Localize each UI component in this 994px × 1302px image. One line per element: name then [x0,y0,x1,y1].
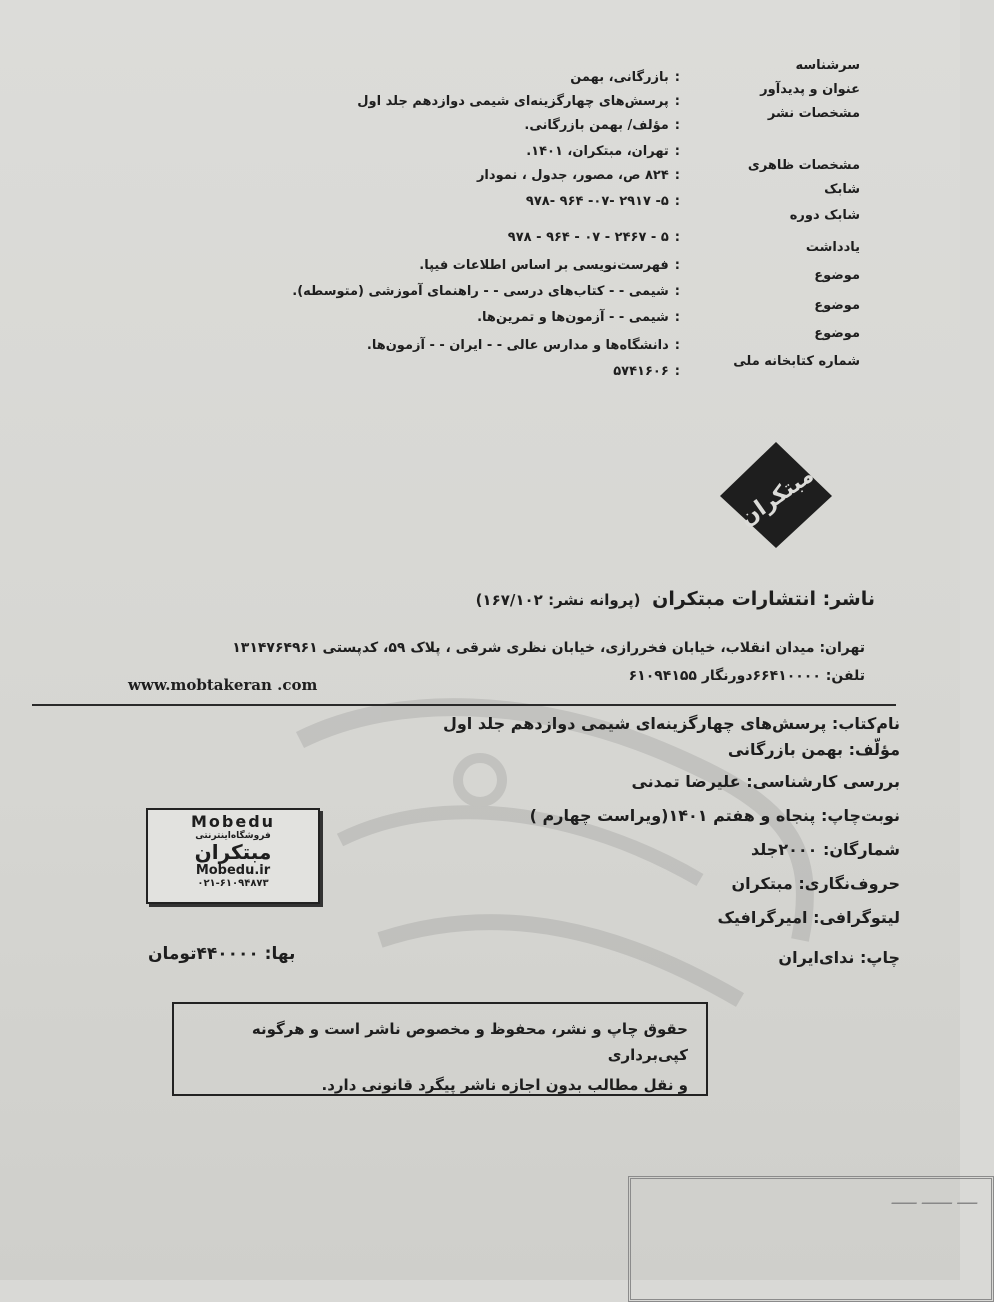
store-phone: ۰۲۱-۶۱۰۹۴۸۷۳ [197,878,269,889]
copyright-notice [172,1002,708,1096]
store-box [146,808,320,904]
cip-value: بازرگانی، بهمن [570,70,669,85]
divider [32,704,896,706]
publisher-line [95,588,875,610]
cip-label: یادداشت [805,240,860,255]
cip-value: فهرست‌نویسی بر اساس اطلاعات فیپا. [419,258,669,273]
book-lithography: لیتوگرافی: امیرگرافیک [717,908,900,927]
cip-value: دانشگاه‌ها و مدارس عالی - - ایران - - آزمون‌ها. [366,338,669,353]
book-printer: چاپ: ندای‌ایران [778,948,900,967]
book-author: مؤلّف: بهمن بازرگانی [727,740,900,759]
library-stamp: ــــ ــــــ ـــــ [628,1176,994,1302]
copyright-line-1: حقوق چاپ و نشر، محفوظ و مخصوص ناشر است و هرگونه کپی‌برداری [251,1020,688,1064]
publisher-address: تهران: میدان انقلاب، خیابان فخررازی، خیابان نظری شرقی ، پلاک ۵۹، کدپستی ۱۳۱۴۷۶۴۹۶۱ [232,640,865,656]
book-edition: نوبت‌چاپ: پنجاه و هفتم ۱۴۰۱(ویراست چهارم ) [529,806,900,825]
store-website: Mobedu.ir [195,863,271,878]
cip-label: موضوع [814,326,860,341]
cip-label: عنوان و پدیدآور [760,82,860,97]
calligraphy-watermark [280,680,840,1040]
cip-label: مشخصات ظاهری [747,158,860,173]
copyright-page: سرشناسه عنوان و پدیدآور مشخصات نشر مشخصات ظاهری شابک شابک دوره یادداشت موضوع موضوع موضوع شماره کتابخانه ملی :بازرگانی، بهمن :پرسش‌های چهارگزینه‌ای شیمی دوازدهم جلد اول :مؤلف/ بهمن بازرگانی. :تهران، مبتکران، ۱۴۰۱. :۸۲۴ ص، مصور، جدول ، نمودار :۵- ۲۹۱۷ -۰۷- ۹۶۴ -۹۷۸ :۵ - ۲۴۶۷ - ۰۷ - ۹۶۴ - ۹۷۸ :فهرست‌نویسی بر اساس اطلاعات فیپا. :شیمی - - کتاب‌های درسی - - راهنمای آموزشی (متوسطه). :شیمی - - آزمون‌ها و تمرین‌ها. :دانشگاه‌ها و مدارس عالی - - ایران - - آزمون‌ها. :۵۷۴۱۶۰۶ مبتکران ناشر: انتشارات مبتکران (پروانه نشر: ۱۶۷/۱۰۲) تهران: میدان انقلاب، خیابان فخررازی، خیابان نظری شرقی ، پلاک ۵۹، کدپستی ۱۳۱۴۷۶۴۹۶۱ تلفن: ۶۶۴۱۰۰۰۰دورنگار ۶۱۰۹۴۱۵۵ www.mobtakeran .com نام‌کتاب: پرسش‌های چهارگزینه‌ای شیمی دوازدهم جلد اول مؤلّف: بهمن بازرگانی بررسی کارشناسی: علیرضا تمدنی نوبت‌چاپ: پنجاه و هفتم ۱۴۰۱(ویراست چهارم ) شمارگان: ۲۰۰۰جلد حروف‌نگاری: مبتکران لیتوگرافی: امیرگرافیک چاپ: ندای‌ایران Mobedu فروشگاه‌اینترنتی مبتکران Mobedu.ir ۰۲۱-۶۱۰۹۴۸۷۳ بها: ۴۴۰۰۰۰تومان حقوق چاپ و نشر، محفوظ و مخصوص ناشر است و هرگونه کپی‌برداری و نقل مطالب بدون اجازه ناشر پیگرد قانونی دارد. ــــ ــــــ ـــــ [0,0,960,1280]
price: بها: ۴۴۰۰۰۰تومان [148,944,296,964]
cip-label: شماره کتابخانه ملی [733,354,860,369]
book-reviewer: بررسی کارشناسی: علیرضا تمدنی [631,772,900,791]
publisher-website: www.mobtakeran .com [128,676,318,694]
cip-value: مؤلف/ بهمن بازرگانی. [524,118,669,133]
cip-value: شیمی - - کتاب‌های درسی - - راهنمای آموزشی (متوسطه). [292,284,669,299]
publisher-logo [718,440,834,550]
publisher-phone: تلفن: ۶۶۴۱۰۰۰۰دورنگار ۶۱۰۹۴۱۵۵ [628,668,865,684]
cip-label: مشخصات نشر [767,106,860,121]
store-logo: Mobedu [190,812,276,831]
copyright-line-2: و نقل مطالب بدون اجازه ناشر پیگرد قانونی دارد. [321,1076,688,1094]
cip-value: تهران، مبتکران، ۱۴۰۱. [526,144,669,159]
logo-text: مبتکران [735,462,819,532]
cip-value: ۵- ۲۹۱۷ -۰۷- ۹۶۴ -۹۷۸ [525,194,669,209]
cip-label: شابک [824,182,860,197]
publisher-license: (پروانه نشر: ۱۶۷/۱۰۲) [475,591,641,609]
cip-label: موضوع [814,268,860,283]
store-name: مبتکران [194,840,272,864]
cip-value: ۸۲۴ ص، مصور، جدول ، نمودار [476,168,669,183]
cip-label: سرشناسه [795,58,860,73]
cip-value: ۵ - ۲۴۶۷ - ۰۷ - ۹۶۴ - ۹۷۸ [507,230,669,245]
publisher-name: ناشر: انتشارات مبتکران [652,588,875,610]
cip-value: پرسش‌های چهارگزینه‌ای شیمی دوازدهم جلد اول [357,94,669,109]
cip-label: موضوع [814,298,860,313]
cip-value: ۵۷۴۱۶۰۶ [613,364,669,379]
book-title: نام‌کتاب: پرسش‌های چهارگزینه‌ای شیمی دوازدهم جلد اول [442,714,900,733]
book-typesetting: حروف‌نگاری: مبتکران [731,874,900,893]
store-subtitle: فروشگاه‌اینترنتی [195,831,271,841]
cip-value: شیمی - - آزمون‌ها و تمرین‌ها. [477,310,669,325]
book-print-run: شمارگان: ۲۰۰۰جلد [751,840,900,859]
cip-label: شابک دوره [789,208,860,223]
